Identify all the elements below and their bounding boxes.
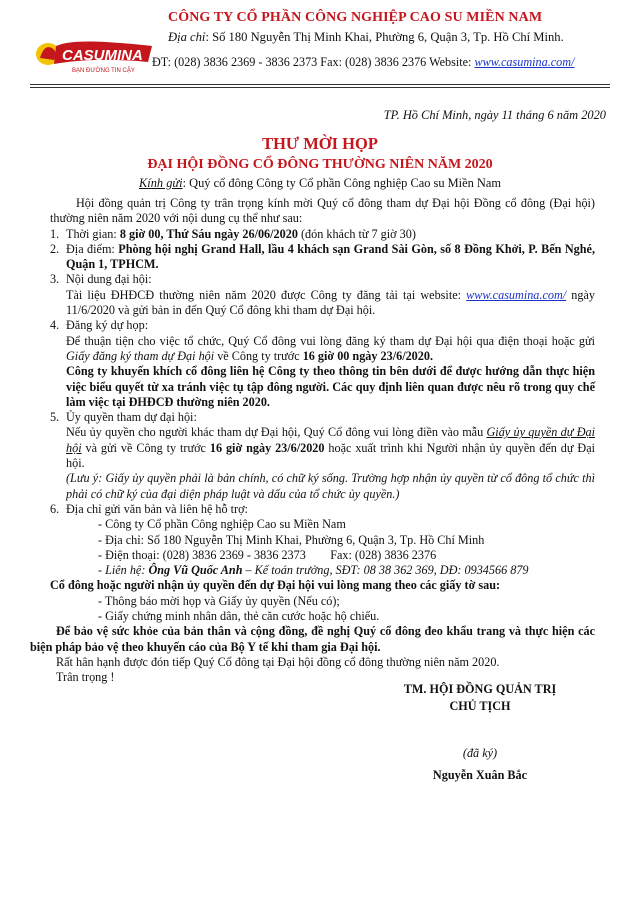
- address-text: : Số 180 Nguyễn Thị Minh Khai, Phường 6, Quận 3, Tp. Hồ Chí Minh.: [205, 30, 564, 44]
- item-text: ngày 11/6/2020 và gửi bản in đến Quý Cổ đông khi tham dự Đại hội.: [66, 287, 595, 318]
- header-rule: [30, 84, 610, 85]
- item-note: (đón khách từ 7 giờ 30): [297, 226, 416, 241]
- item-text: và gửi về Công ty trước: [81, 440, 210, 455]
- item-label: Địa chỉ gửi văn bản và liên hệ hỗ trợ:: [66, 501, 248, 516]
- item-text: Tài liệu ĐHĐCĐ thường niên năm 2020 được Công ty đăng tải tại website:: [66, 287, 467, 302]
- letter-date: TP. Hồ Chí Minh, ngày 11 tháng 6 năm 2020: [383, 108, 606, 122]
- casumina-logo: [36, 32, 154, 84]
- company-address: [168, 30, 564, 45]
- bring-item: - Giấy chứng minh nhân dân, thẻ căn cước hoặc hộ chiếu.: [98, 609, 380, 624]
- signature-name: Nguyễn Xuân Bắc: [432, 768, 528, 782]
- greeting: [0, 176, 640, 191]
- closing-line: Rất hân hạnh được đón tiếp Quý Cổ đông tại Đại hội đồng cổ đông thường niên năm 2020.: [56, 654, 500, 669]
- company-name: CÔNG TY CỔ PHẦN CÔNG NGHIỆP CAO SU MIỀN NAM: [168, 10, 543, 25]
- registration-form-name: Giấy đăng ký tham dự Đại hội: [66, 348, 215, 363]
- contact-person-name: Ông Vũ Quốc Anh: [148, 563, 243, 578]
- letter-body: [30, 196, 596, 686]
- item-number: 4.: [50, 318, 60, 333]
- letter-subtitle: ĐẠI HỘI ĐỒNG CỔ ĐÔNG THƯỜNG NIÊN NĂM 2020: [147, 157, 493, 172]
- logo-tagline: BẠN ĐƯỜNG TIN CẬY: [72, 68, 135, 74]
- bring-item: - Thông báo mời họp và Giấy ủy quyền (Nếu có);: [98, 593, 340, 608]
- remote-voting-note: Công ty khuyến khích cổ đông liên hệ Công ty theo thông tin bên dưới để được hướng dẫn thực hiện việc biểu quyết từ xa tránh việc tụ tập đông người. Các quy định liên quan được nêu rõ trong quy chế làm việc tại ĐHĐCĐ thường niên 2020.: [66, 364, 595, 409]
- address-label: Địa chỉ: [168, 30, 206, 44]
- item-label: Đăng ký dự họp:: [66, 318, 149, 333]
- item-text: Để thuận tiện cho việc tổ chức, Quý Cổ đông vui lòng đăng ký tham dự Đại hội qua điện thoại hoặc gửi: [66, 333, 595, 348]
- contact-address: - Địa chỉ: Số 180 Nguyễn Thị Minh Khai, Phường 6, Quận 3, Tp. Hồ Chí Minh: [98, 532, 485, 547]
- item-number: 1.: [50, 226, 60, 241]
- greeting-text: : Quý cổ đông Công ty Cổ phần Công nghiệp Cao su Miền Nam: [182, 176, 501, 190]
- proxy-form-name: Giấy ủy quyền dự Đại hội: [66, 425, 595, 455]
- contact-person-label: - Liên hệ:: [98, 563, 149, 578]
- greeting-label: Kính gửi: [139, 176, 183, 190]
- agenda-website-link[interactable]: www.casumina.com/: [466, 287, 567, 302]
- bring-heading: Cổ đông hoặc người nhận ủy quyền đến dự Đại hội vui lòng mang theo các giấy tờ sau:: [50, 578, 501, 593]
- item-contact: [50, 502, 595, 517]
- signature-signed: (đã ký): [462, 746, 498, 760]
- header-rule-thin: [30, 87, 610, 88]
- item-label: Ủy quyền tham dự đại hội:: [66, 410, 197, 425]
- contact-text: ĐT: (028) 3836 2369 - 3836 2373 Fax: (028) 3836 2376 Website:: [152, 55, 475, 69]
- contact-person-detail: – Kế toán trưởng, SĐT: 08 38 362 369, DĐ: 0934566 879: [242, 563, 529, 578]
- intro-paragraph: Hội đồng quản trị Công ty trân trọng kính mời Quý cổ đông tham dự Đại hội Đồng cổ đông (Đại hội) thường niên năm 2020 với nội dung cụ thể như sau:: [50, 196, 595, 226]
- item-registration: [50, 318, 595, 410]
- website-link[interactable]: www.casumina.com/: [474, 55, 575, 69]
- item-number: 2.: [50, 241, 60, 256]
- item-text: Nếu ủy quyền cho người khác tham dự Đại hội, Quý Cổ đông vui lòng điền vào mẫu: [66, 425, 487, 440]
- logo-wordmark: CASUMINA: [62, 47, 143, 64]
- signature-org: TM. HỘI ĐỒNG QUẢN TRỊ: [403, 682, 557, 696]
- deadline: 16 giờ ngày 23/6/2020: [209, 440, 325, 455]
- item-text: về Công ty trước: [214, 348, 303, 363]
- closing-regards: Trân trọng !: [56, 670, 115, 685]
- item-number: 5.: [50, 410, 60, 425]
- contact-person: [50, 563, 595, 578]
- item-number: 3.: [50, 272, 60, 287]
- item-value: 8 giờ 00, Thứ Sáu ngày 26/06/2020: [119, 226, 298, 241]
- item-agenda: [50, 272, 595, 318]
- item-label: Nội dung đại hội:: [66, 272, 152, 287]
- deadline: 16 giờ 00 ngày 23/6/2020.: [302, 348, 434, 363]
- health-notice: Để bảo vệ sức khỏe của bản thân và cộng đồng, đề nghị Quý cổ đông đeo khẩu trang và thực hiện các biện pháp bảo vệ theo khuyến cáo của Bộ Y tế khi tham gia Đại hội.: [30, 624, 595, 654]
- contact-phone: - Điện thoại: (028) 3836 2369 - 3836 2373 Fax: (028) 3836 2376: [98, 547, 437, 562]
- item-number: 6.: [50, 501, 60, 516]
- item-time: [50, 227, 595, 242]
- contact-company: - Công ty Cổ phần Công nghiệp Cao su Miền Nam: [98, 517, 346, 532]
- item-text: hoặc xuất trình khi Người nhận ủy quyền đến dự Đại hội.: [66, 440, 596, 471]
- letter-title: THƯ MỜI HỌP: [262, 134, 378, 153]
- item-venue: [50, 242, 595, 273]
- item-label: Địa điểm:: [66, 241, 119, 256]
- item-value: Phòng hội nghị Grand Hall, lầu 4 khách sạn Grand Sài Gòn, số 8 Đồng Khởi, P. Bến Nghé, Quận 1, TPHCM.: [66, 241, 595, 272]
- company-contact: [152, 55, 574, 70]
- item-proxy: [50, 410, 595, 502]
- signature-role: CHỦ TỊCH: [449, 699, 511, 713]
- item-label: Thời gian:: [66, 226, 120, 241]
- proxy-note: (Lưu ý: Giấy ủy quyền phải là bản chính, có chữ ký sống. Trường hợp nhận ủy quyền từ cổ đông tổ chức thì phải có chữ ký của đại diện pháp luật và dấu của tổ chức ủy quyền.): [66, 471, 595, 501]
